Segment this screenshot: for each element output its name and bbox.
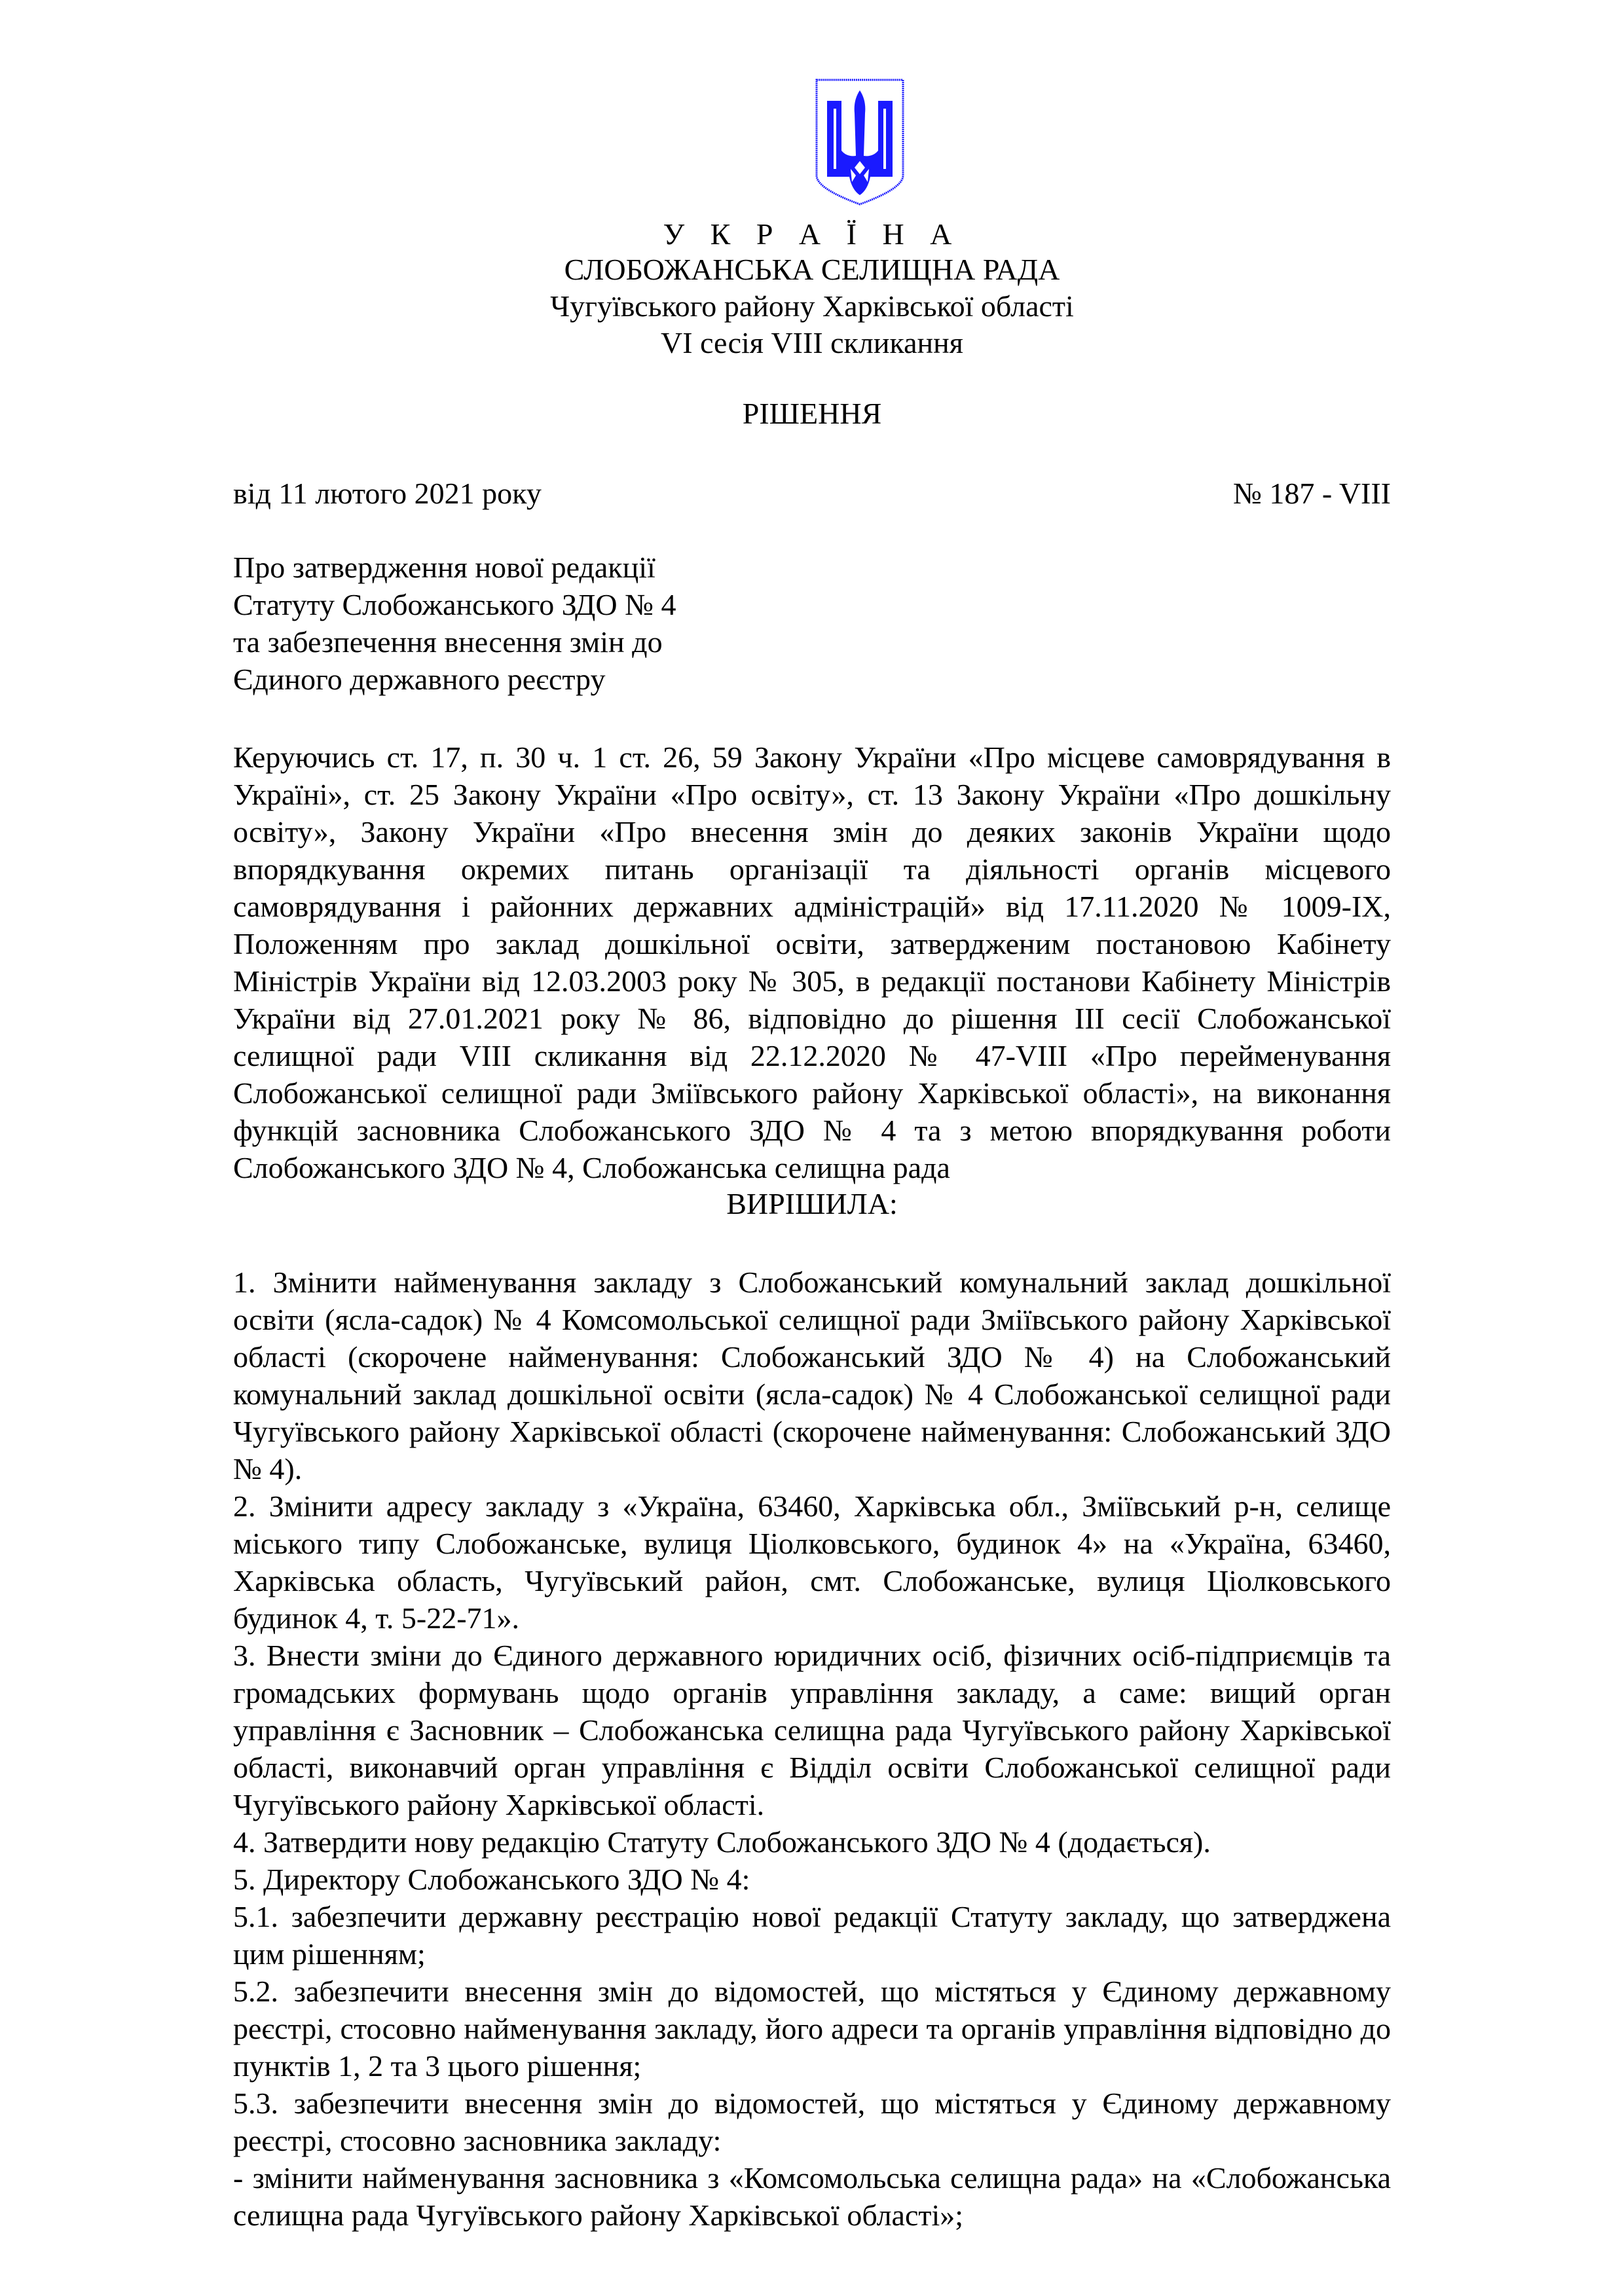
subject-line: Про затвердження нової редакції [233,551,655,584]
decision-subject [233,549,953,698]
decision-number: № 187 - VIII [1232,477,1391,510]
document-type: РІШЕННЯ [742,397,882,430]
session-info: VI сесія VIII скликання [661,326,963,359]
subject-line: Статуту Слобожанського ЗДО № 4 [233,588,676,621]
dateline [233,475,1391,512]
council-name: СЛОБОЖАНСЬКА СЕЛИЩНА РАДА [564,253,1060,286]
decisions-list [233,1264,1391,2234]
subject-line: та забезпечення внесення змін до [233,625,663,659]
decision-item: 5.1. забезпечити державну реєстрацію нової редакції Статуту закладу, що затверджена цим рішенням; [233,1900,1391,1971]
decision-item: - змінити найменування засновника з «Комсомольська селищна рада» на «Слобожанська селищна рада Чугуївського району Харківської області»; [233,2161,1391,2232]
subject-line: Єдиного державного реєстру [233,663,606,696]
decision-item: 5.2. забезпечити внесення змін до відомостей, що містяться у Єдиному державному реєстрі, стосовно найменування закладу, його адреси та органів управління відповідно до пунктів 1, 2 та 3 цього рішення; [233,1975,1391,2083]
decision-item: 5.3. забезпечити внесення змін до відомостей, що містяться у Єдиному державному реєстрі, стосовно засновника закладу: [233,2086,1391,2157]
preamble-paragraph: Керуючись ст. 17, п. 30 ч. 1 ст. 26, 59 Закону України «Про місцеве самоврядування в Україні», ст. 25 Закону України «Про освіту», ст. 13 Закону України «Про дошкільну освіту», Закону України «Про внесення змін до деяких законів України щодо впорядкування окремих питань організації та діяльності органів місцевого самоврядування і районних державних адміністрацій» від 17.11.2020 № 1009-IX, Положенням про заклад дошкільної освіти, затвердженим постановою Кабінету Міністрів України від 12.03.2003 року № 305, в редакції постанови Кабінету Міністрів України від 27.01.2021 року № 86, відповідно до рішення ІІІ сесії Слобожанської селищної ради VIII скликання від 22.12.2020 № 47-VIII «Про перейменування Слобожанської селищної ради Зміївського району Харківської області», на виконання функцій засновника Слобожанського ЗДО № 4 та з метою впорядкування роботи Слобожанського ЗДО № 4, Слобожанська селищна рада [233,740,1391,1184]
decision-date: від 11 лютого 2021 року [233,477,542,510]
decision-item: 4. Затвердити нову редакцію Статуту Слобожанського ЗДО № 4 (додається). [233,1825,1211,1859]
resolved-heading: ВИРІШИЛА: [726,1187,898,1220]
country-title: У К Р А Ї Н А [663,217,961,251]
decision-item: 1. Змінити найменування закладу з Слобожанський комунальний заклад дошкільної освіти (ясла-садок) № 4 Комсомольської селищної ради Зміївського району Харківської області (скорочене найменування: Слобожанський ЗДО № 4) на Слобожанський комунальний заклад дошкільної освіти (ясла-садок) № 4 Слобожанської селищної ради Чугуївського району Харківської області (скорочене найменування: Слобожанський ЗДО № 4). [233,1266,1391,1485]
ukraine-coat-of-arms-icon [814,77,906,207]
district-name: Чугуївського району Харківської області [550,289,1074,323]
decision-item: 3. Внести зміни до Єдиного державного юридичних осіб, фізичних осіб-підприємців та громадських формувань щодо органів управління закладу, а саме: вищий орган управління є Засновник – Слобожанська селищна рада Чугуївського району Харківської області, виконавчий орган управління є Відділ освіти Слобожанської селищної ради Чугуївського району Харківської області. [233,1639,1391,1821]
decision-item: 2. Змінити адресу закладу з «Україна, 63460, Харківська обл., Зміївський р-н, селище міського типу Слобожанське, вулиця Ціолковського, будинок 4» на «Україна, 63460, Харківська область, Чугуївський район, смт. Слобожанське, вулиця Ціолковського будинок 4, т. 5-22-71». [233,1489,1391,1635]
decision-item: 5. Директору Слобожанського ЗДО № 4: [233,1863,750,1896]
